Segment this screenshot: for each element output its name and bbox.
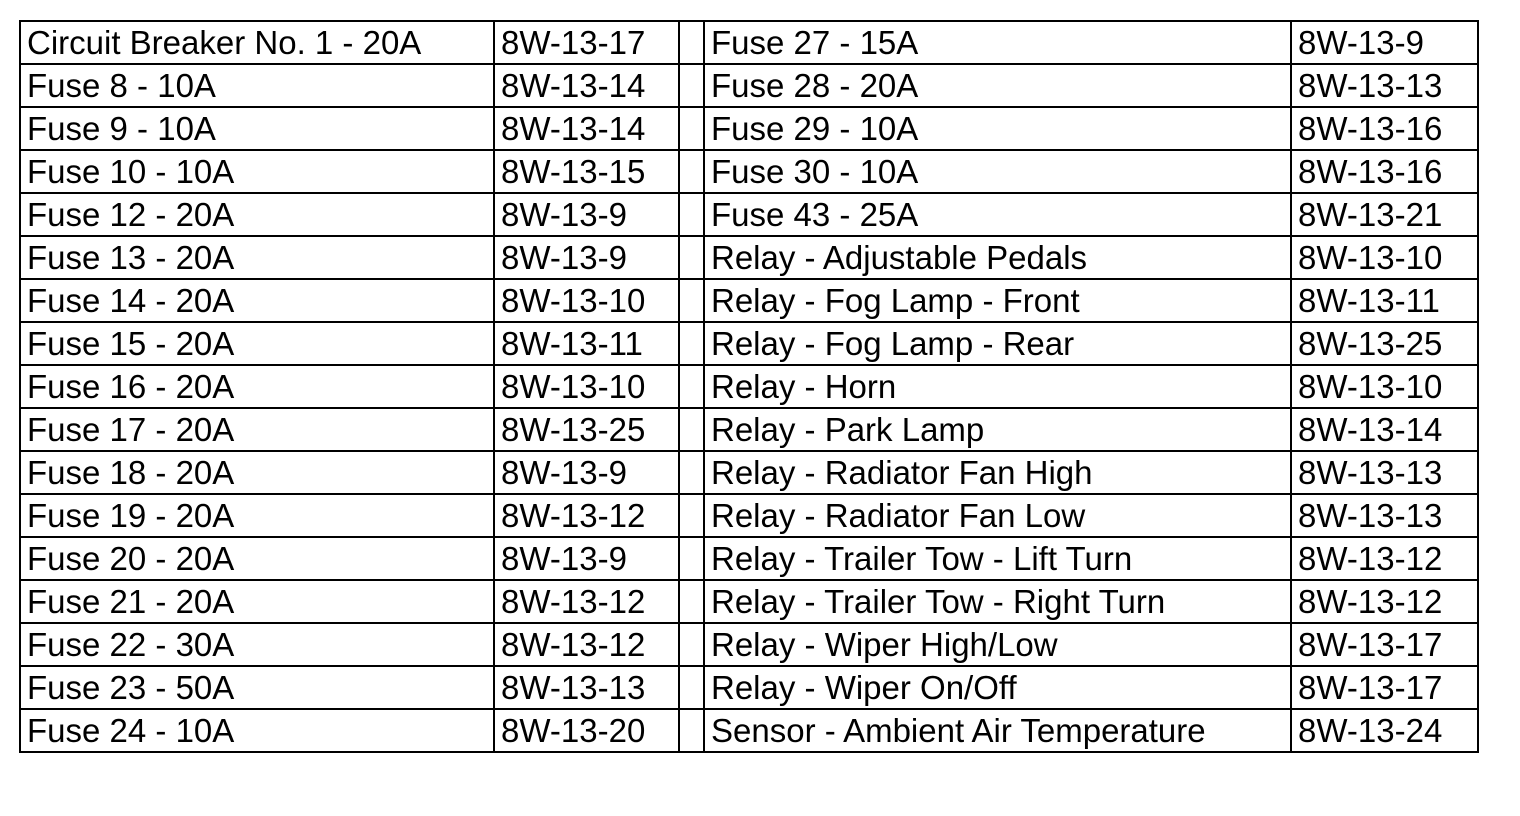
column-gap — [679, 666, 704, 709]
right-page-ref-cell: 8W-13-25 — [1291, 322, 1478, 365]
table-row — [20, 322, 1478, 365]
left-component-cell: Fuse 16 - 20A — [20, 365, 494, 408]
left-component-cell: Fuse 20 - 20A — [20, 537, 494, 580]
right-page-ref-cell: 8W-13-10 — [1291, 365, 1478, 408]
table-row — [20, 580, 1478, 623]
left-component-cell: Fuse 19 - 20A — [20, 494, 494, 537]
left-component-cell: Fuse 10 - 10A — [20, 150, 494, 193]
table-row — [20, 623, 1478, 666]
column-gap — [679, 365, 704, 408]
left-page-ref-cell: 8W-13-13 — [494, 666, 679, 709]
right-page-ref-cell: 8W-13-13 — [1291, 64, 1478, 107]
right-component-cell: Fuse 30 - 10A — [704, 150, 1291, 193]
table-row — [20, 408, 1478, 451]
right-component-cell: Relay - Trailer Tow - Lift Turn — [704, 537, 1291, 580]
left-page-ref-cell: 8W-13-25 — [494, 408, 679, 451]
table-row — [20, 21, 1478, 64]
left-component-cell: Fuse 21 - 20A — [20, 580, 494, 623]
right-page-ref-cell: 8W-13-17 — [1291, 666, 1478, 709]
left-page-ref-cell: 8W-13-9 — [494, 193, 679, 236]
table-row — [20, 193, 1478, 236]
right-page-ref-cell: 8W-13-9 — [1291, 21, 1478, 64]
table-row — [20, 494, 1478, 537]
column-gap — [679, 279, 704, 322]
left-page-ref-cell: 8W-13-12 — [494, 623, 679, 666]
left-component-cell: Fuse 18 - 20A — [20, 451, 494, 494]
left-component-cell: Fuse 14 - 20A — [20, 279, 494, 322]
table-row — [20, 709, 1478, 752]
left-component-cell: Fuse 12 - 20A — [20, 193, 494, 236]
left-component-cell: Fuse 22 - 30A — [20, 623, 494, 666]
right-page-ref-cell: 8W-13-12 — [1291, 580, 1478, 623]
right-component-cell: Relay - Fog Lamp - Front — [704, 279, 1291, 322]
left-page-ref-cell: 8W-13-17 — [494, 21, 679, 64]
right-page-ref-cell: 8W-13-16 — [1291, 150, 1478, 193]
table-row — [20, 365, 1478, 408]
right-page-ref-cell: 8W-13-11 — [1291, 279, 1478, 322]
left-component-cell: Fuse 15 - 20A — [20, 322, 494, 365]
column-gap — [679, 64, 704, 107]
table-row — [20, 279, 1478, 322]
right-page-ref-cell: 8W-13-13 — [1291, 494, 1478, 537]
table-body — [20, 21, 1478, 752]
left-page-ref-cell: 8W-13-10 — [494, 365, 679, 408]
left-page-ref-cell: 8W-13-10 — [494, 279, 679, 322]
left-page-ref-cell: 8W-13-9 — [494, 236, 679, 279]
right-component-cell: Fuse 27 - 15A — [704, 21, 1291, 64]
right-component-cell: Sensor - Ambient Air Temperature — [704, 709, 1291, 752]
right-page-ref-cell: 8W-13-14 — [1291, 408, 1478, 451]
right-component-cell: Relay - Radiator Fan Low — [704, 494, 1291, 537]
table-row — [20, 236, 1478, 279]
left-page-ref-cell: 8W-13-9 — [494, 537, 679, 580]
column-gap — [679, 709, 704, 752]
right-component-cell: Relay - Wiper On/Off — [704, 666, 1291, 709]
column-gap — [679, 494, 704, 537]
table-row — [20, 537, 1478, 580]
column-gap — [679, 537, 704, 580]
column-gap — [679, 580, 704, 623]
left-component-cell: Circuit Breaker No. 1 - 20A — [20, 21, 494, 64]
table-row — [20, 666, 1478, 709]
left-page-ref-cell: 8W-13-14 — [494, 64, 679, 107]
column-gap — [679, 236, 704, 279]
column-gap — [679, 21, 704, 64]
left-page-ref-cell: 8W-13-11 — [494, 322, 679, 365]
right-component-cell: Relay - Radiator Fan High — [704, 451, 1291, 494]
right-page-ref-cell: 8W-13-21 — [1291, 193, 1478, 236]
right-page-ref-cell: 8W-13-10 — [1291, 236, 1478, 279]
left-page-ref-cell: 8W-13-15 — [494, 150, 679, 193]
table-row — [20, 107, 1478, 150]
table-row — [20, 451, 1478, 494]
table-row — [20, 150, 1478, 193]
right-component-cell: Fuse 29 - 10A — [704, 107, 1291, 150]
right-page-ref-cell: 8W-13-13 — [1291, 451, 1478, 494]
column-gap — [679, 150, 704, 193]
right-page-ref-cell: 8W-13-16 — [1291, 107, 1478, 150]
right-component-cell: Relay - Wiper High/Low — [704, 623, 1291, 666]
right-component-cell: Relay - Trailer Tow - Right Turn — [704, 580, 1291, 623]
left-page-ref-cell: 8W-13-12 — [494, 494, 679, 537]
column-gap — [679, 451, 704, 494]
right-page-ref-cell: 8W-13-12 — [1291, 537, 1478, 580]
right-component-cell: Relay - Horn — [704, 365, 1291, 408]
left-page-ref-cell: 8W-13-14 — [494, 107, 679, 150]
right-component-cell: Relay - Adjustable Pedals — [704, 236, 1291, 279]
fuse-relay-index-table — [19, 20, 1479, 753]
left-component-cell: Fuse 17 - 20A — [20, 408, 494, 451]
left-component-cell: Fuse 8 - 10A — [20, 64, 494, 107]
left-component-cell: Fuse 13 - 20A — [20, 236, 494, 279]
right-page-ref-cell: 8W-13-24 — [1291, 709, 1478, 752]
column-gap — [679, 107, 704, 150]
left-component-cell: Fuse 24 - 10A — [20, 709, 494, 752]
column-gap — [679, 623, 704, 666]
right-component-cell: Fuse 28 - 20A — [704, 64, 1291, 107]
left-page-ref-cell: 8W-13-9 — [494, 451, 679, 494]
column-gap — [679, 408, 704, 451]
right-component-cell: Relay - Fog Lamp - Rear — [704, 322, 1291, 365]
left-component-cell: Fuse 9 - 10A — [20, 107, 494, 150]
left-page-ref-cell: 8W-13-12 — [494, 580, 679, 623]
left-component-cell: Fuse 23 - 50A — [20, 666, 494, 709]
column-gap — [679, 322, 704, 365]
column-gap — [679, 193, 704, 236]
right-component-cell: Fuse 43 - 25A — [704, 193, 1291, 236]
right-page-ref-cell: 8W-13-17 — [1291, 623, 1478, 666]
left-page-ref-cell: 8W-13-20 — [494, 709, 679, 752]
table-row — [20, 64, 1478, 107]
right-component-cell: Relay - Park Lamp — [704, 408, 1291, 451]
